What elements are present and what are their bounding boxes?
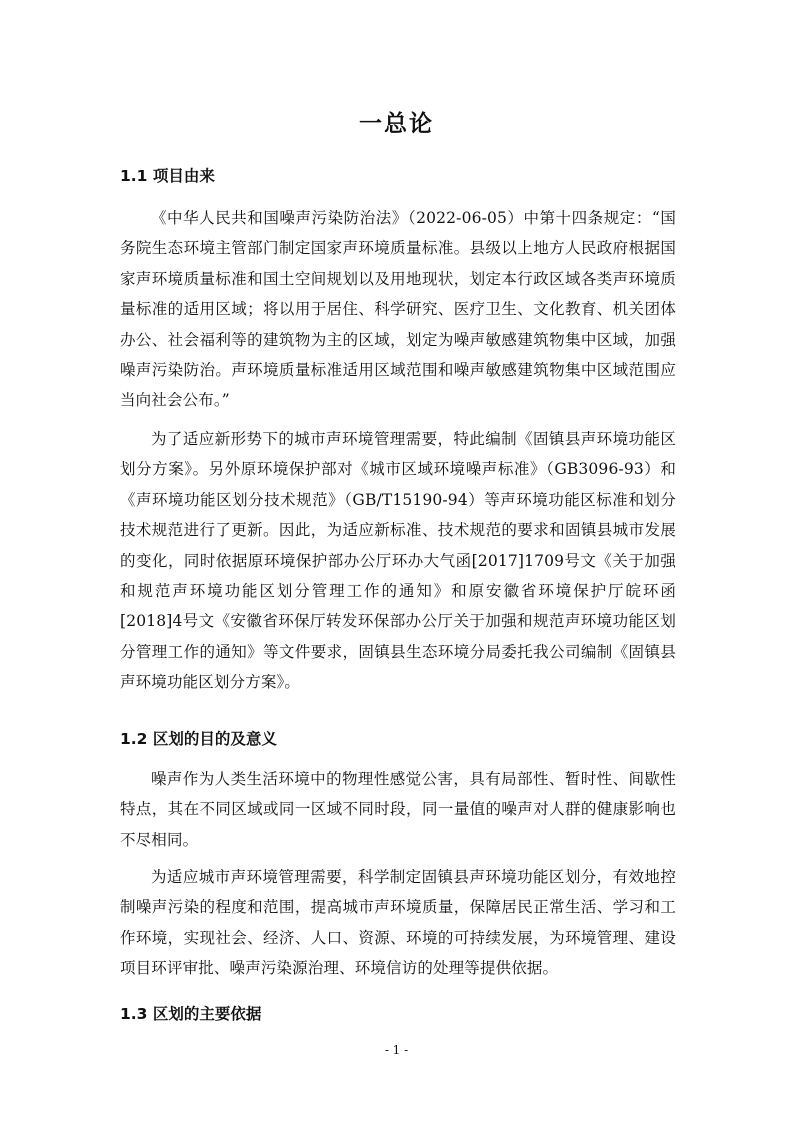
paragraph-project-background: 为了适应新形势下的城市声环境管理需要，特此编制《固镇县声环境功能区划分方案》。另外原环境保护部对《城市区域环境噪声标准》（GB3096-93）和《声环境功能区划分技术规范》（GB/T15190-94）等声环境功能区标准和划分技术规范进行了更新。因此，为适应新标准、技术规范的要求和固镇县城市发展的变化，同时依据原环境保护部办公厅环办大气函[2017]1709号文《关于加强和规范声环境功能区划分管理工作的通知》和原安徽省环境保护厅皖环函[2018]4号文《安徽省环保厅转发环保部办公厅关于加强和规范声环境功能区划分管理工作的通知》等文件要求，固镇县生态环境分局委托我公司编制《固镇县声环境功能区划分方案》。	[120, 430, 676, 692]
paragraph-noise-law-quote: 《中华人民共和国噪声污染防治法》（2022-06-05）中第十四条规定：“国务院生态环境主管部门制定国家声环境质量标准。县级以上地方人民政府根据国家声环境质量标准和国土空间规划以及用地现状，划定本行政区域各类声环境质量标准的适用区域；将以用于居住、科学研究、医疗卫生、文化教育、机关团体办公、社会福利等的建筑物为主的区域，划定为噪声敏感建筑物集中区域，加强噪声污染防治。声环境质量标准适用区域范围和噪声敏感建筑物集中区域范围应当向社会公布。”	[120, 209, 676, 410]
paragraph-noise-characteristics: 噪声作为人类生活环境中的物理性感觉公害，具有局部性、暂时性、间歇性特点，其在不同区域或同一区域不同时段，同一量值的噪声对人群的健康影响也不尽相同。	[120, 770, 676, 849]
chapter-title: 一总论	[359, 111, 434, 137]
section-heading-1-1: 1.1 项目由来	[120, 167, 215, 185]
section-heading-1-3: 1.3 区划的主要依据	[120, 1005, 262, 1023]
page-number: - 1 -	[384, 1043, 409, 1057]
paragraph-zoning-purpose: 为适应城市声环境管理需要，科学制定固镇县声环境功能区划分，有效地控制噪声污染的程度和范围，提高城市声环境质量，保障居民正常生活、学习和工作环境，实现社会、经济、人口、资源、环境的可持续发展，为环境管理、建设项目环评审批、噪声污染源治理、环境信访的处理等提供依据。	[120, 868, 676, 978]
section-heading-1-2: 1.2 区划的目的及意义	[120, 730, 277, 748]
